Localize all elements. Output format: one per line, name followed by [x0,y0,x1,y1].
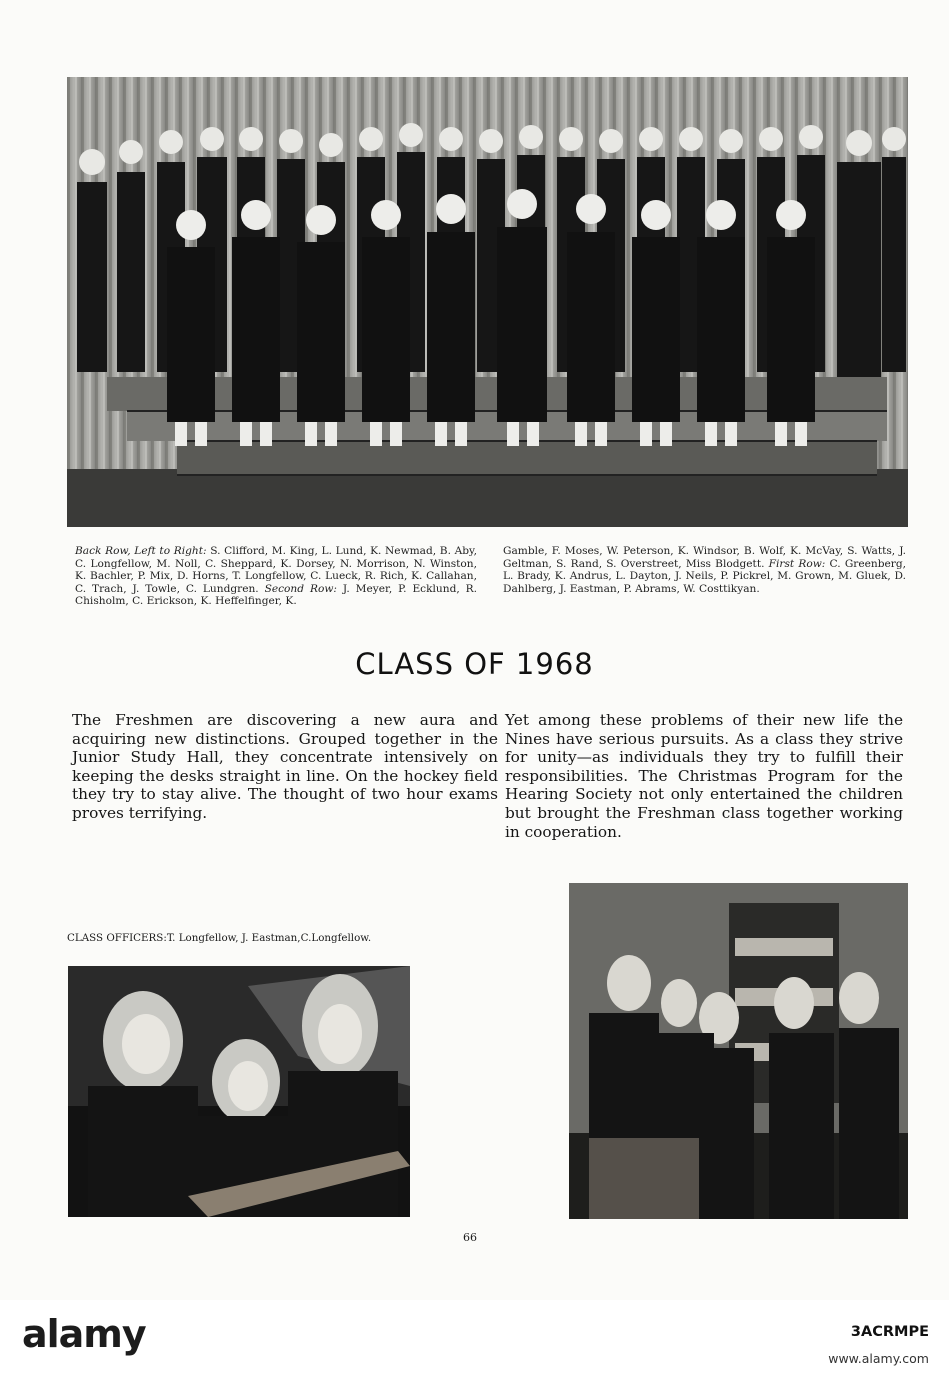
first-row-label: First Row: [768,557,826,570]
body-left-paragraph: The Freshmen are discovering a new aura and acquiring new distinctions. Grouped together in the Junior Study Hall, they concentrate intensively on keeping the desks straight in line. On the hockey field they try to stay alive. The thought of two hour exams proves terrifying. [72,711,498,822]
watermark-url: www.alamy.com [828,1351,929,1366]
watermark-logo: alamy [22,1312,146,1356]
page-title: CLASS OF 1968 [355,647,594,681]
group-caption-right [503,545,906,595]
second-row-names: J. Meyer, P. Ecklund, R. Chisholm, C. Erickson, K. Heffelfinger, K. [75,582,477,608]
back-row-names: S. Clifford, M. King, L. Lund, K. Newmad, B. Aby, C. Longfellow, M. Noll, C. Sheppard, K. Dorsey, N. Morrison, N. Winston, K. Bachler, P. Mix, D. Horns, T. Longfellow, C. Lueck, R. Rich, K. Callahan, C. Trach, J. Towle, C. Lundgren. [75,545,477,595]
back-row-label: Back Row, Left to Right: [75,545,207,557]
group-class-photo [67,77,908,527]
second-row-label: Second Row: [264,582,337,595]
group-caption-left [75,545,477,608]
body-right-paragraph: Yet among these problems of their new life the Nines have serious pursuits. As a class they strive for unity—as individuals they try to fulfill their responsibilities. The Christmas Program for the Hearing Society not only entertained the children but brought the Freshman class together working in cooperation. [505,711,903,841]
library-photo [569,883,908,1219]
first-row-names: C. Greenberg, L. Brady, K. Andrus, L. Dayton, J. Neils, P. Pickrel, M. Grown, M. Gluek, D. Dahlberg, J. Eastman, P. Abrams, W. Costtikyan. [503,557,906,595]
watermark-image-id: 3ACRMPE [850,1324,929,1340]
page-number: 66 [463,1231,477,1244]
officers-caption: CLASS OFFICERS:T. Longfellow, J. Eastman,C.Longfellow. [67,932,372,944]
second-row-names-cont: Gamble, F. Moses, W. Peterson, K. Windsor, B. Wolf, K. McVay, S. Watts, J. Geltman, S. Rand, S. Overstreet, Miss Blodgett. [503,545,906,570]
class-officers-photo [68,966,410,1217]
